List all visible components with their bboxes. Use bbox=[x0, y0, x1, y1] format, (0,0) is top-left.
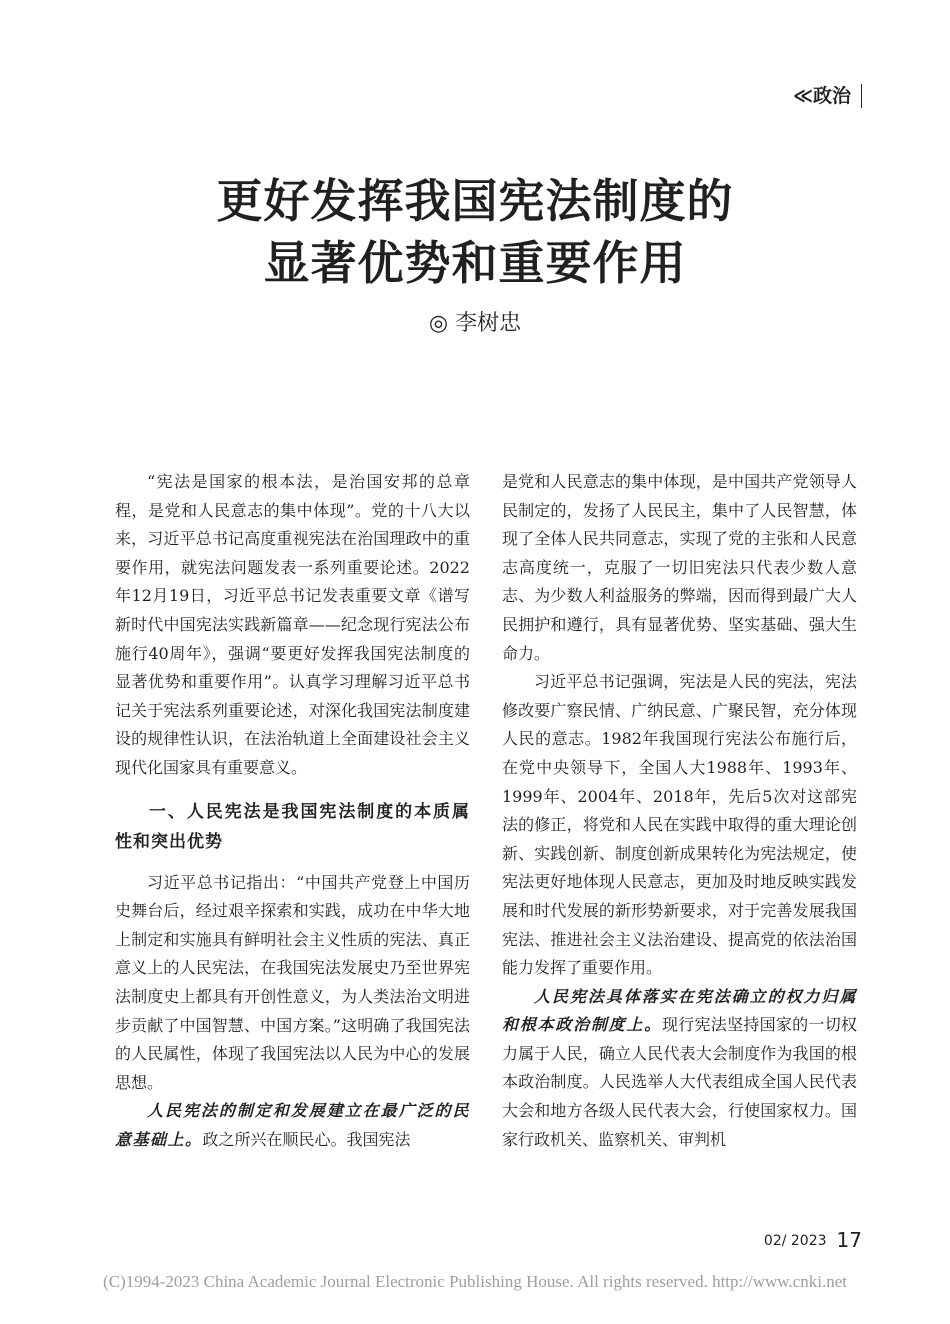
article-title-line1: 更好发挥我国宪法制度的 bbox=[216, 174, 734, 228]
paragraph: “宪法是国家的根本法，是治国安邦的总章程，是党和人民意志的集中体现”。党的十八大以来，习近平总书记高度重视宪法在治国理政中的重要作用，就宪法问题发表一系列重要论述。2022年12月19日，习近平总书记发表重要文章《谱写新时代中国宪法实践新篇章——纪念现行宪法公布施行40周年》，强调“要更好发挥我国宪法制度的显著优势和重要作用”。认真学习理解习近平总书记关于宪法系列重要论述，对深化我国宪法制度建设的规律性认识，在法治轨道上全面建设社会主义现代化国家具有重要意义。 bbox=[115, 472, 470, 777]
emphasized-lead-sentence: 人民宪法具体落实在宪法确立的权力归属和根本政治制度上。 bbox=[502, 986, 857, 1035]
page-footer bbox=[764, 1228, 862, 1252]
paragraph: 习近平总书记指出：“中国共产党登上中国历史舞台后，经过艰辛探索和实践，成功在中华大地上制定和实施具有鲜明社会主义性质的宪法、真正意义上的人民宪法，在我国宪法发展史乃至世界宪法制度史上都具有开创性意义，为人类法治文明进步贡献了中国智慧、中国方案。”这明确了我国宪法的人民属性，体现了我国宪法以人民为中心的发展思想。 bbox=[115, 872, 470, 1092]
paragraph bbox=[115, 1097, 470, 1154]
paragraph-continued: 是党和人民意志的集中体现，是中国共产党领导人民制定的，发扬了人民民主，集中了人民智慧，体现了全体人民共同意志，实现了党的主张和人民意志高度统一，克服了一切旧宪法只代表少数人意志、为少数人利益服务的弊端，因而得到最广大人民拥护和遵行，具有显著优势、坚实基础、强大生命力。 bbox=[502, 472, 857, 663]
paragraph bbox=[502, 983, 857, 1155]
page-number: 17 bbox=[836, 1228, 862, 1252]
left-column bbox=[115, 468, 470, 1154]
section-heading: 一、人民宪法是我国宪法制度的本质属性和突出优势 bbox=[115, 801, 470, 852]
issue-label: 02/ 2023 bbox=[763, 1233, 827, 1249]
paragraph: 习近平总书记强调，宪法是人民的宪法，宪法修改要广察民情、广纳民意、广聚民智，充分体现人民的意志。1982年我国现行宪法公布施行后，在党中央领导下，全国人大1988年、1993年、1999年、2004年、2018年，先后5次对这部宪法的修正，将党和人民在实践中取得的重大理论创新、实践创新、制度创新成果转化为宪法规定，使宪法更好地体现人民意志，更加及时地反映实践发展和时代发展的新形势新要求，对于完善发展我国宪法、推进社会主义法治建设、提高党的依法治国能力发挥了重要作用。 bbox=[502, 672, 857, 978]
author-byline: ◎ 李树忠 bbox=[428, 311, 522, 336]
right-column bbox=[502, 468, 857, 1154]
article-title-line2: 显著优势和重要作用 bbox=[263, 236, 687, 290]
paragraph-text: 政之所兴在顺民心。我国宪法 bbox=[202, 1129, 411, 1149]
emphasized-lead-sentence: 人民宪法的制定和发展建立在最广泛的民意基础上。 bbox=[115, 1101, 470, 1149]
copyright-watermark: (C)1994-2023 China Academic Journal Electronic Publishing House. All rights reserved. http://www.cnki.net bbox=[103, 1272, 847, 1291]
section-tag-politics: ≪政治 bbox=[793, 84, 862, 108]
paragraph-text: 现行宪法坚持国家的一切权力属于人民，确立人民代表大会制度作为我国的根本政治制度。人民选举人大代表组成全国人民代表大会和地方各级人民代表大会，行使国家权力。国家行政机关、监察机关、审判机 bbox=[502, 1015, 857, 1149]
article-title bbox=[0, 170, 950, 294]
